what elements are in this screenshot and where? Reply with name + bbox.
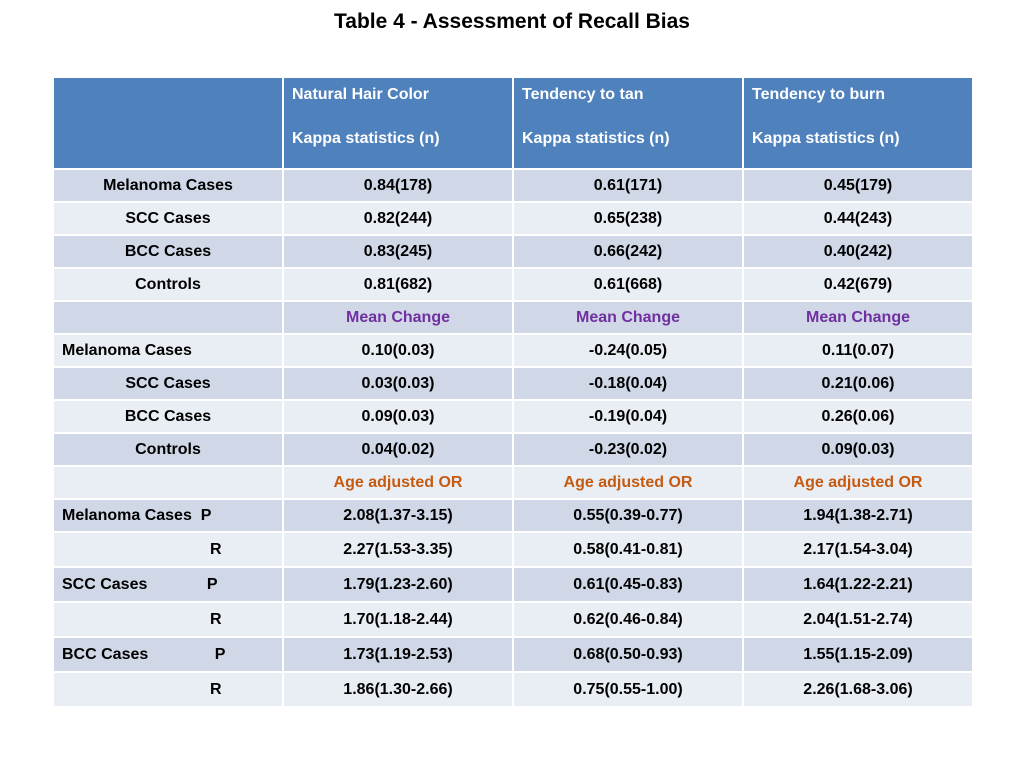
table-cell: 0.10(0.03) (283, 334, 513, 367)
table-row (53, 268, 973, 301)
row-label: Melanoma Cases (53, 334, 283, 367)
table-cell: 0.11(0.07) (743, 334, 973, 367)
section-label: Age adjusted OR (513, 466, 743, 499)
table-row (53, 334, 973, 367)
table-cell: 0.09(0.03) (283, 400, 513, 433)
row-label-empty (53, 466, 283, 499)
table-row (53, 567, 973, 602)
table-cell: 2.08(1.37-3.15) (283, 499, 513, 532)
row-label: SCC Cases (53, 367, 283, 400)
table-cell: 1.79(1.23-2.60) (283, 567, 513, 602)
section-label: Age adjusted OR (743, 466, 973, 499)
table-cell: 0.84(178) (283, 169, 513, 202)
row-label: R (53, 532, 283, 567)
table-row (53, 672, 973, 707)
table-row (53, 433, 973, 466)
table-cell: 1.73(1.19-2.53) (283, 637, 513, 672)
section-label: Age adjusted OR (283, 466, 513, 499)
row-label (53, 567, 283, 602)
row-label: Melanoma Cases (53, 169, 283, 202)
table-cell: 2.04(1.51-2.74) (743, 602, 973, 637)
table-cell: 0.82(244) (283, 202, 513, 235)
row-label: BCC Cases (53, 400, 283, 433)
header-cell-tan: Tendency to tan Kappa statistics (n) (513, 77, 743, 169)
header-cell-hair-color: Natural Hair Color Kappa statistics (n) (283, 77, 513, 169)
table-row (53, 235, 973, 268)
section-label: Mean Change (513, 301, 743, 334)
table-cell: 0.09(0.03) (743, 433, 973, 466)
table-cell: 0.66(242) (513, 235, 743, 268)
table-cell: 2.26(1.68-3.06) (743, 672, 973, 707)
table-cell: 0.61(668) (513, 268, 743, 301)
table-row (53, 169, 973, 202)
row-label: R (53, 672, 283, 707)
row-label: Melanoma Cases P (53, 499, 283, 532)
table-cell: 0.03(0.03) (283, 367, 513, 400)
table-cell: -0.18(0.04) (513, 367, 743, 400)
row-label-empty (53, 301, 283, 334)
table-cell: 0.58(0.41-0.81) (513, 532, 743, 567)
table-cell: 0.21(0.06) (743, 367, 973, 400)
table-cell: 1.86(1.30-2.66) (283, 672, 513, 707)
table-cell: 0.42(679) (743, 268, 973, 301)
table-header-row (53, 77, 973, 169)
table-row (53, 532, 973, 567)
table-cell: 1.94(1.38-2.71) (743, 499, 973, 532)
table-cell: -0.19(0.04) (513, 400, 743, 433)
section-header-row-mean-change (53, 301, 973, 334)
header-cell-empty (53, 77, 283, 169)
row-label: Controls (53, 268, 283, 301)
table-cell: 0.61(171) (513, 169, 743, 202)
row-label-suffix: P (214, 645, 226, 663)
row-label-text: SCC Cases (62, 575, 148, 593)
table-cell: 0.83(245) (283, 235, 513, 268)
table-cell: 0.55(0.39-0.77) (513, 499, 743, 532)
table-cell: 1.70(1.18-2.44) (283, 602, 513, 637)
table-row (53, 637, 973, 672)
table-cell: 0.81(682) (283, 268, 513, 301)
table-cell: 0.45(179) (743, 169, 973, 202)
table-cell: 0.40(242) (743, 235, 973, 268)
table-cell: 0.04(0.02) (283, 433, 513, 466)
table-cell: 0.68(0.50-0.93) (513, 637, 743, 672)
row-label: BCC Cases (53, 235, 283, 268)
recall-bias-table (52, 76, 974, 708)
table-cell: 1.64(1.22-2.21) (743, 567, 973, 602)
row-label-suffix: P (206, 575, 218, 593)
table-cell: 0.65(238) (513, 202, 743, 235)
table-cell: 0.26(0.06) (743, 400, 973, 433)
table-cell: 1.55(1.15-2.09) (743, 637, 973, 672)
row-label-text: BCC Cases (62, 645, 149, 663)
table-row (53, 602, 973, 637)
row-label (53, 637, 283, 672)
table-row (53, 202, 973, 235)
table-row (53, 400, 973, 433)
table-cell: 0.44(243) (743, 202, 973, 235)
section-label: Mean Change (743, 301, 973, 334)
table-cell: 0.61(0.45-0.83) (513, 567, 743, 602)
section-header-row-age-adjusted-or (53, 466, 973, 499)
table-cell: 2.27(1.53-3.35) (283, 532, 513, 567)
table-cell: -0.24(0.05) (513, 334, 743, 367)
row-label: R (53, 602, 283, 637)
section-label: Mean Change (283, 301, 513, 334)
row-label: Controls (53, 433, 283, 466)
table-row (53, 499, 973, 532)
table-cell: 0.75(0.55-1.00) (513, 672, 743, 707)
row-label: SCC Cases (53, 202, 283, 235)
table-cell: 0.62(0.46-0.84) (513, 602, 743, 637)
table-cell: 2.17(1.54-3.04) (743, 532, 973, 567)
page-title: Table 4 - Assessment of Recall Bias (334, 10, 690, 33)
table-cell: -0.23(0.02) (513, 433, 743, 466)
table-row (53, 367, 973, 400)
header-cell-burn: Tendency to burn Kappa statistics (n) (743, 77, 973, 169)
